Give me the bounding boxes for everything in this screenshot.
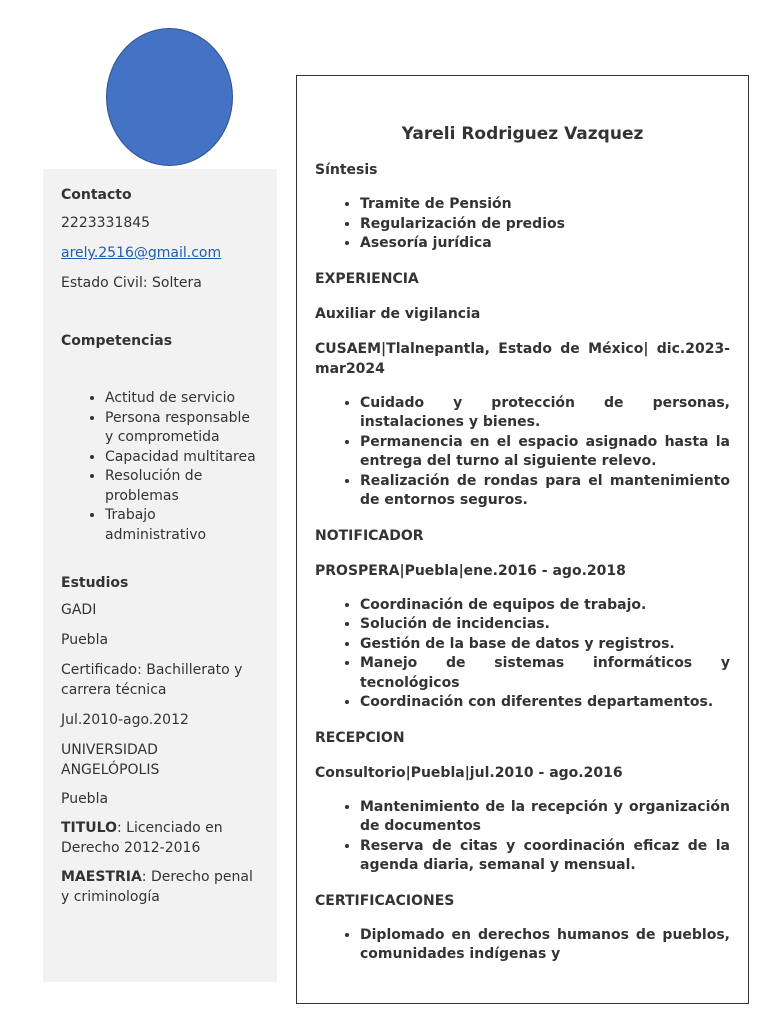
main-content <box>296 75 749 1004</box>
job-tasks <box>315 798 730 876</box>
university-city: Puebla <box>61 791 109 807</box>
job-title: NOTIFICADOR <box>315 527 424 544</box>
master-label: MAESTRIA <box>61 869 142 885</box>
skill-item: • Actitud de servicio <box>105 389 259 409</box>
university-name: UNIVERSIDAD ANGELÓPOLIS <box>61 742 160 778</box>
full-name: Yareli Rodriguez Vazquez <box>401 124 644 144</box>
job-task: • Gestión de la base de datos y registros. <box>360 635 730 655</box>
master-degree <box>61 867 259 907</box>
job-tasks <box>315 596 730 713</box>
certifications-list <box>315 926 730 965</box>
job-task: • Reserva de citas y coordinación eficaz de la agenda diaria, semanal y mensual. <box>360 837 730 876</box>
skill-item: • Persona responsable y comprometida <box>105 409 259 448</box>
skill-item: • Capacidad multitarea <box>105 448 259 468</box>
degree-value: : Licenciado en Derecho 2012-2016 <box>61 820 223 856</box>
job-task: • Mantenimiento de la recepción y organización de documentos <box>360 798 730 837</box>
study-dates: Jul.2010-ago.2012 <box>61 712 189 728</box>
education-heading: Estudios <box>61 575 129 591</box>
job-title: Auxiliar de vigilancia <box>315 305 481 322</box>
summary-heading: Síntesis <box>315 162 378 178</box>
master-value: : Derecho penal y criminología <box>61 869 253 905</box>
email-link[interactable]: arely.2516@gmail.com <box>61 245 222 261</box>
degree-title <box>61 818 259 858</box>
summary-item: • Regularización de predios <box>360 215 730 235</box>
skills-heading: Competencias <box>61 333 173 349</box>
skills-list <box>61 389 259 545</box>
sidebar <box>43 169 277 982</box>
certificate: Certificado: Bachillerato y carrera técnica <box>61 662 243 698</box>
civil-status: Estado Civil: Soltera <box>61 275 202 291</box>
experience-heading: EXPERIENCIA <box>315 270 419 287</box>
job-task: • Permanencia en el espacio asignado hasta la entrega del turno al siguiente relevo. <box>360 433 730 472</box>
job-task: • Realización de rondas para el mantenimiento de entornos seguros. <box>360 472 730 511</box>
job-task: • Solución de incidencias. <box>360 615 730 635</box>
skill-item: • Resolución de problemas <box>105 467 259 506</box>
school-name: GADI <box>61 602 97 618</box>
job-place: Consultorio|Puebla|jul.2010 - ago.2016 <box>315 764 623 781</box>
profile-photo <box>106 28 233 166</box>
job-tasks <box>315 394 730 511</box>
job-task: • Cuidado y protección de personas, instalaciones y bienes. <box>360 394 730 433</box>
skill-item: • Trabajo administrativo <box>105 506 259 545</box>
school-city: Puebla <box>61 632 109 648</box>
job-place: PROSPERA|Puebla|ene.2016 - ago.2018 <box>315 562 626 579</box>
job-task: • Coordinación con diferentes departamentos. <box>360 693 730 713</box>
contact-heading: Contacto <box>61 187 132 203</box>
job-task: • Coordinación de equipos de trabajo. <box>360 596 730 616</box>
certification-item: • Diplomado en derechos humanos de pueblos, comunidades indígenas y <box>360 926 730 965</box>
job-place: CUSAEM|Tlalnepantla, Estado de México| dic.2023-mar2024 <box>315 340 730 377</box>
phone-number: 2223331845 <box>61 215 151 231</box>
certifications-heading: CERTIFICACIONES <box>315 892 455 909</box>
job-task: • Manejo de sistemas informáticos y tecnológicos <box>360 654 730 693</box>
summary-list <box>315 195 730 254</box>
summary-item: • Tramite de Pensión <box>360 195 730 215</box>
degree-label: TITULO <box>61 820 117 836</box>
job-title: RECEPCION <box>315 729 405 746</box>
summary-item: • Asesoría jurídica <box>360 234 730 254</box>
